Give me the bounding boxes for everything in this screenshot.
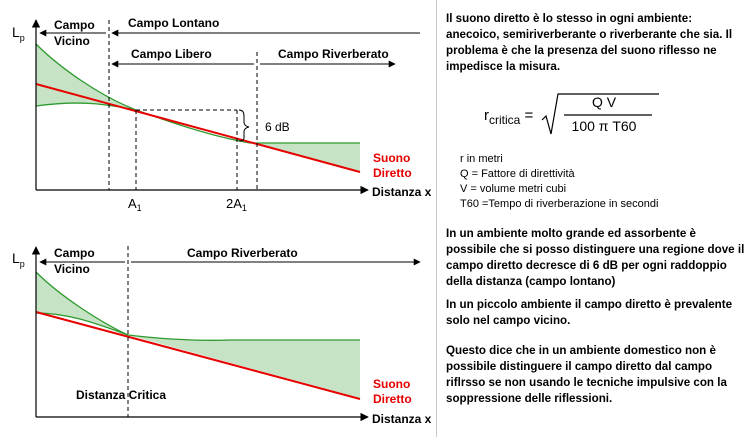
y-axis-label-2: $L_p$: [12, 250, 25, 269]
def-r: r in metri: [460, 153, 503, 165]
intro-text: Il suono diretto è lo stesso in ogni ambiente: anecoico, semiriverberante o riverberante che sia. Il problema è che la presenza del suono riflesso ne impedisce la misura.: [446, 12, 733, 73]
distanza-critica-label: Distanza Critica: [76, 388, 167, 402]
def-t60: T60 =Tempo di riverberazione in secondi: [460, 198, 659, 210]
paragraph-ambiente-domestico: Questo dice che in un ambiente domestico non è possibile distinguere il campo diretto dal campo riflrsso se non usando le tecniche impulsive con la soppressione delle riflessioni.: [446, 344, 727, 405]
near-field-fill-2: [36, 272, 128, 335]
campo-riverberato-label-2: Campo Riverberato: [187, 246, 298, 260]
campo-libero-label: Campo Libero: [131, 47, 212, 61]
panel-divider: [436, 0, 437, 437]
formula-definitions: [460, 152, 658, 212]
formula-lhs: $r_{critica}$ =: [484, 107, 534, 127]
y-axis-label: $L_p$: [12, 24, 25, 43]
def-v: V = volume metri cubi: [460, 183, 567, 195]
explanation-panel: [446, 0, 746, 437]
formula-denominator: 100 π T60: [571, 118, 637, 134]
tick-2a1-label: $2A_1$: [226, 196, 247, 213]
suono-label-1: Suono: [373, 151, 411, 165]
campo-vicino-label-2: Vicino: [54, 34, 90, 48]
suono-label-2: Diretto: [373, 166, 412, 180]
reverberant-curve: [36, 103, 360, 143]
diagram-top: [12, 16, 432, 213]
direct-sound-line: [36, 84, 360, 172]
campo-riverberato-label: Campo Riverberato: [278, 47, 389, 61]
distanza-label-2: Distanza x: [372, 412, 432, 426]
campo-lontano-label: Campo Lontano: [128, 16, 220, 30]
6db-label: 6 dB: [265, 120, 290, 134]
near-field-fill: [36, 44, 136, 110]
diagram-bottom: [12, 246, 432, 426]
6db-brace: [239, 110, 249, 141]
distanza-label: Distanza x: [372, 185, 432, 199]
suono-label-2-1: Suono: [373, 377, 411, 391]
suono-label-2-2: Diretto: [373, 392, 412, 406]
critical-distance-formula: [484, 92, 684, 138]
paragraph-piccolo-ambiente: In un piccolo ambiente il campo diretto è prevalente solo nel campo vicino.: [446, 298, 733, 327]
tick-a1-label: $A_1$: [128, 196, 142, 213]
campo-vicino-label-2a: Campo: [54, 246, 95, 260]
campo-vicino-label-2b: Vicino: [54, 262, 90, 276]
campo-vicino-label-1: Campo: [54, 18, 95, 32]
def-q: Q = Fattore di direttività: [460, 168, 575, 180]
paragraph-campo-lontano: In un ambiente molto grande ed assorbente è possibile che si posso distinguere una regione dove il campo diretto decresce di 6 dB per ogni raddoppio della distanza (campo lontano): [446, 227, 745, 288]
formula-numerator: Q V: [591, 94, 617, 110]
